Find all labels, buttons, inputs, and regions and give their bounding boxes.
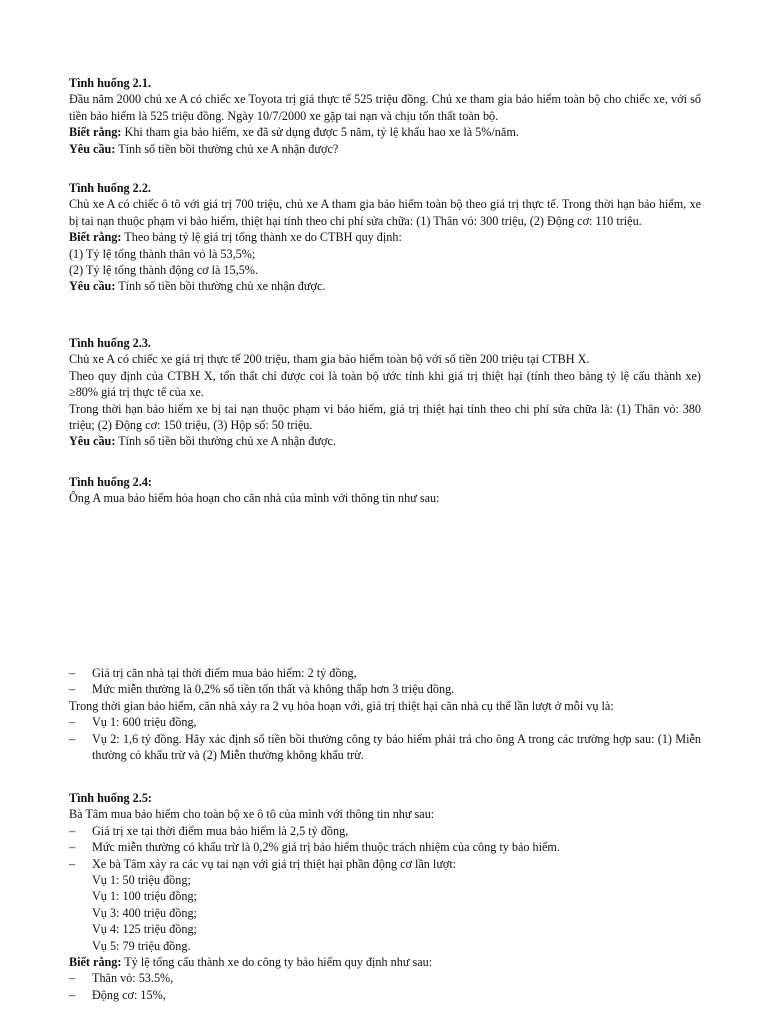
paragraph: Theo quy định của CTBH X, tổn thất chỉ được coi là toàn bộ ước tính khi giá trị thiệt hại (tính theo bảng tỷ lệ cấu thành xe) ≥80% giá trị thực tế của xe. [69, 368, 701, 400]
request-label: Yêu cầu: [69, 279, 116, 294]
list-line: (2) Tỷ lệ tổng thành động cơ là 15,5%. [69, 263, 258, 278]
section-title: Tình huống 2.1. [69, 76, 151, 90]
list-item: – Mức miễn thường có khấu trừ là 0,2% giá trị bảo hiểm thuộc trách nhiệm của công ty bảo hiểm. [69, 839, 701, 855]
given-paragraph [69, 229, 701, 245]
section-2-3 [69, 335, 701, 450]
paragraph: Chủ xe A có chiếc xe giá trị thực tế 200 triệu, tham gia bảo hiểm toàn bộ với số tiền 200 triệu tại CTBH X. [69, 352, 590, 367]
given-label: Biết rằng: [69, 125, 122, 140]
given-label: Biết rằng: [69, 230, 122, 245]
paragraph: Bà Tâm mua bảo hiểm cho toàn bộ xe ô tô của mình với thông tin như sau: [69, 807, 435, 822]
given-text: Khi tham gia bảo hiểm, xe đã sử dụng được 5 năm, tỷ lệ khấu hao xe là 5%/năm. [121, 125, 519, 140]
list-item: – Động cơ: 15%, [69, 987, 701, 1003]
list-item: – Vụ 2: 1,6 tỷ đồng. Hãy xác định số tiền bồi thường công ty bảo hiểm phải trả cho ông A trong các trường hợp sau: (1) Miễn thường có khấu trừ và (2) Miễn thường không khấu trừ. [69, 731, 701, 764]
paragraph: Chủ xe A có chiếc ô tô với giá trị 700 triệu, chủ xe A tham gia bảo hiểm toàn bộ theo giá trị thực tế. Trong thời hạn bảo hiểm, xe bị tai nạn thuộc phạm vi bảo hiểm, thiệt hại tính theo chi phí sửa chữa: (1) Thân vỏ: 300 triệu, (2) Động cơ: 110 triệu. [69, 197, 701, 228]
incident-line: Vụ 1: 100 triệu đồng; [92, 889, 197, 904]
paragraph: Đầu năm 2000 chủ xe A có chiếc xe Toyota trị giá thực tế 525 triệu đồng. Chủ xe tham gia bảo hiểm toàn bộ cho chiếc xe, với số tiền bảo hiểm là 525 triệu đồng. Ngày 10/7/2000 xe gặp tai nạn và chịu tổn thất toàn bộ. [69, 92, 701, 123]
list-item: – Vụ 1: 600 triệu đồng, [69, 714, 701, 730]
section-2-4 [69, 474, 701, 507]
request-paragraph [69, 141, 701, 157]
paragraph: Trong thời hạn bảo hiểm xe bị tai nạn thuộc phạm vi bảo hiểm, giá trị thiệt hại tính theo chi phí sửa chữa là: (1) Thân vỏ: 380 triệu; (2) Động cơ: 150 triệu, (3) Hộp số: 50 triệu. [69, 401, 701, 433]
section-2-2 [69, 180, 701, 295]
list-item: – Xe bà Tâm xảy ra các vụ tai nạn với giá trị thiệt hại phần động cơ lần lượt: [69, 856, 701, 872]
section-2-1 [69, 75, 701, 157]
incident-line: Vụ 5: 79 triệu đồng. [92, 938, 191, 953]
list-item: – Mức miễn thường là 0,2% số tiền tổn thất và không thấp hơn 3 triệu đồng. [69, 681, 701, 697]
request-label: Yêu cầu: [69, 141, 116, 156]
given-label: Biết rằng: [69, 955, 122, 970]
section-title: Tình huống 2.3. [69, 336, 151, 350]
list-line: (1) Tỷ lệ tổng thành thân vỏ là 53,5%; [69, 246, 256, 261]
given-paragraph [69, 124, 701, 140]
section-2-4-details [69, 665, 701, 763]
request-text: Tính số tiền bồi thường chủ xe A nhận được. [115, 434, 336, 449]
paragraph: Ông A mua bảo hiểm hỏa hoạn cho căn nhà của mình với thông tin như sau: [69, 491, 440, 506]
given-paragraph [69, 954, 701, 970]
incident-line: Vụ 4: 125 triệu đồng; [92, 922, 197, 937]
paragraph: Trong thời gian bảo hiểm, căn nhà xảy ra 2 vụ hỏa hoạn với, giá trị thiệt hại căn nhà cụ thể lần lượt ở mỗi vụ là: [69, 698, 614, 713]
section-title: Tình huống 2.5: [69, 791, 152, 805]
given-text: Theo bảng tỷ lệ giá trị tổng thành xe do CTBH quy định: [121, 230, 402, 245]
request-text: Tính số tiền bồi thường chủ xe nhận được. [115, 279, 326, 294]
request-text: Tính số tiền bồi thường chủ xe A nhận được? [115, 141, 339, 156]
request-paragraph [69, 433, 701, 449]
given-text: Tỷ lệ tổng cấu thành xe do công ty bảo hiểm quy định như sau: [121, 955, 433, 970]
list-item: – Giá trị căn nhà tại thời điểm mua bảo hiểm: 2 tỷ đồng, [69, 665, 701, 681]
request-paragraph [69, 278, 701, 294]
list-item: – Giá trị xe tại thời điểm mua bảo hiểm là 2,5 tỷ đồng, [69, 823, 701, 839]
list-item: – Thân vỏ: 53.5%, [69, 970, 701, 986]
incident-line: Vụ 3: 400 triệu đồng; [92, 905, 197, 920]
incident-line: Vụ 1: 50 triệu đồng; [92, 873, 191, 888]
section-title: Tình huống 2.4: [69, 475, 152, 489]
section-title: Tình huống 2.2. [69, 181, 151, 195]
request-label: Yêu cầu: [69, 434, 116, 449]
section-2-5 [69, 790, 701, 1003]
